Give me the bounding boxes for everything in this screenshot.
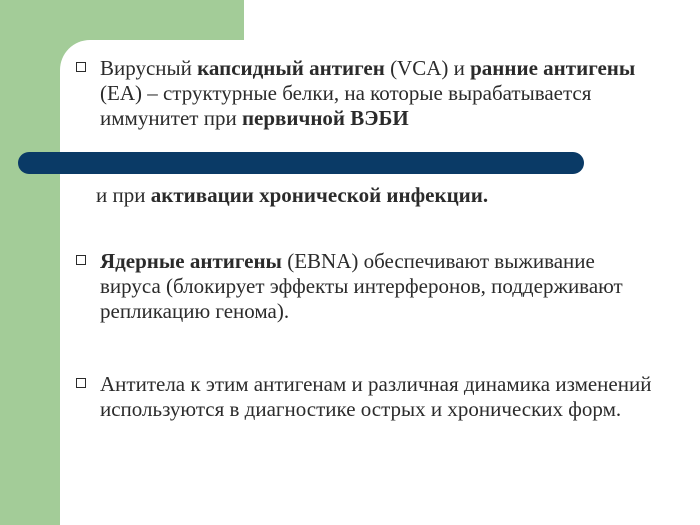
bold-term: Ядерные антигены: [100, 249, 282, 273]
bullet-icon: [76, 62, 86, 72]
side-green-band: [0, 0, 60, 525]
text-run: (EBNA) обеспечивают выживание вируса (блокирует эффекты интерферонов, поддерживают репликацию генома).: [100, 249, 623, 323]
bold-term: первичной ВЭБИ: [241, 106, 409, 130]
text-run: (EA) – структурные белки, на которые вырабатывается иммунитет при: [100, 81, 592, 130]
bullet-text-ebna: [100, 249, 660, 324]
bullet-text-antigens: [100, 56, 660, 131]
bullet-icon: [76, 255, 86, 265]
text-run: Вирусный: [100, 56, 198, 80]
text-run: и при: [96, 183, 151, 207]
continuation-text: [96, 183, 696, 208]
bullet-icon: [76, 378, 86, 388]
bold-term: капсидный антиген: [197, 56, 385, 80]
text-run: (VCA) и: [384, 56, 471, 80]
bold-term: активации хронической инфекции.: [150, 183, 489, 207]
divider-bar: [18, 152, 584, 174]
bold-term: ранние антигены: [470, 56, 636, 80]
text-run: Антитела к этим антигенам и различная динамика изменений используются в диагностике острых и хронических форм.: [100, 372, 652, 421]
bullet-text-antibodies: [100, 372, 660, 422]
